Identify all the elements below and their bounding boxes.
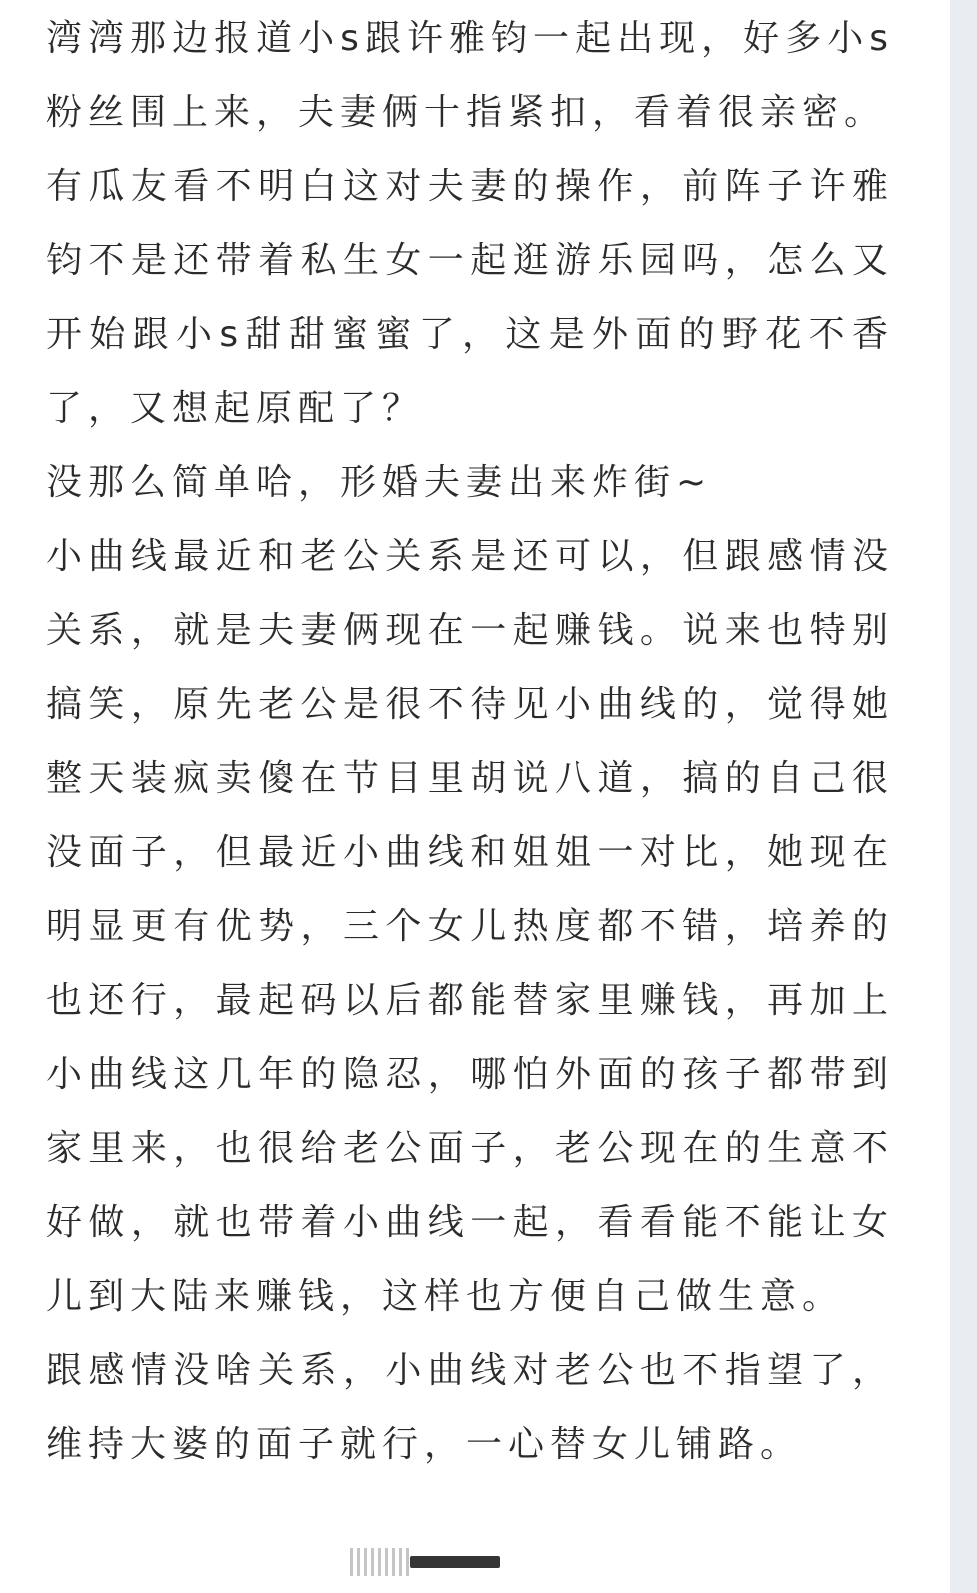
paragraph-4: 小曲线最近和老公关系是还可以，但跟感情没关系，就是夫妻俩现在一起赚钱。说来也特别搞笑，原先老公是很不待见小曲线的，觉得她整天装疯卖傻在节目里胡说八道，搞的自己很没面子，但最近小曲线和姐姐一对比，她现在明显更有优势，三个女儿热度都不错，培养的也还行，最起码以后都能替家里赚钱，再加上小曲线这几年的隐忍，哪怕外面的孩子都带到家里来，也很给老公面子，老公现在的生意不好做，就也带着小曲线一起，看看能不能让女儿到大陆来赚钱，这样也方便自己做生意。 (46, 536, 894, 1317)
paragraph-5: 跟感情没啥关系，小曲线对老公也不指望了，维持大婆的面子就行，一心替女儿铺路。 (46, 1350, 894, 1465)
right-margin-band (950, 0, 977, 1593)
paragraph-2: 有瓜友看不明白这对夫妻的操作，前阵子许雅钧不是还带着私生女一起逛游乐园吗，怎么又开始跟小s甜甜蜜蜜了，这是外面的野花不香了，又想起原配了？ (46, 166, 894, 429)
watermark-smudge (330, 1540, 410, 1584)
paragraph-3: 没那么简单哈，形婚夫妻出来炸街~ (46, 462, 713, 503)
article-body (46, 2, 894, 1482)
watermark-dots (350, 1548, 410, 1576)
watermark-bar (410, 1556, 500, 1568)
paragraph-1: 湾湾那边报道小s跟许雅钧一起出现，好多小s粉丝围上来，夫妻俩十指紧扣，看着很亲密。 (46, 18, 894, 133)
